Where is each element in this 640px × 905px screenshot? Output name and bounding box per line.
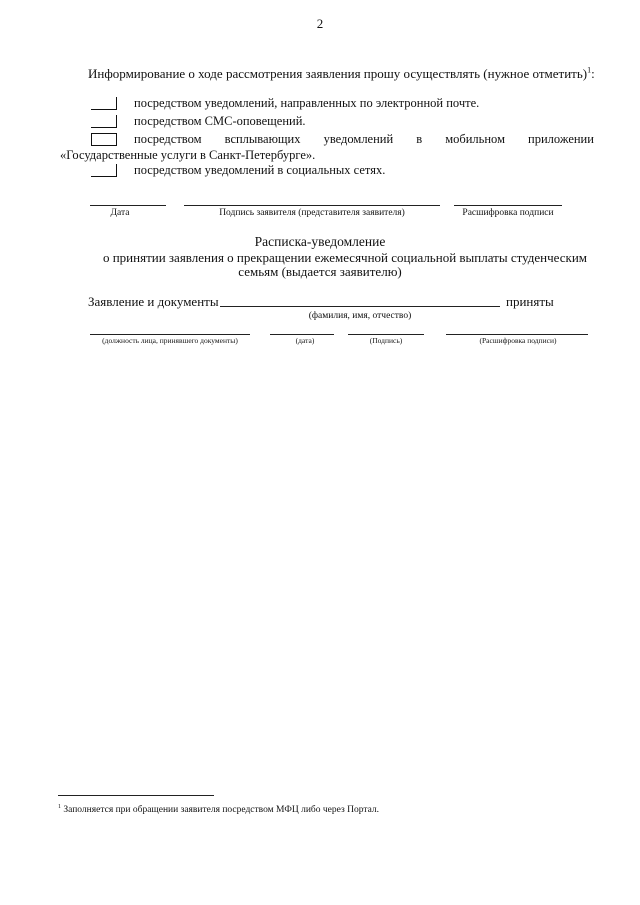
option-social-checkbox[interactable] bbox=[91, 164, 117, 177]
receipt-decryption-caption: (Расшифровка подписи) bbox=[479, 336, 557, 345]
date-line[interactable] bbox=[90, 205, 166, 206]
decryption-caption: Расшифровка подписи bbox=[462, 208, 554, 218]
footnote bbox=[58, 805, 379, 815]
option-email[interactable] bbox=[88, 96, 594, 114]
option-mobile-app-label bbox=[134, 132, 594, 147]
inform-heading bbox=[88, 66, 595, 82]
receipt-subtitle-line1: о принятии заявления о прекращении ежемесячной социальной выплаты студенческим bbox=[102, 250, 588, 265]
inform-heading-suffix: : bbox=[591, 66, 595, 81]
option-mobile-app-checkbox[interactable] bbox=[91, 133, 117, 146]
fio-line[interactable] bbox=[220, 306, 500, 307]
receipt-date-line[interactable] bbox=[270, 334, 334, 335]
receipt-signature-caption: (Подпись) bbox=[369, 336, 403, 345]
page-number: 2 bbox=[316, 16, 324, 31]
option-mobile-app-continuation: «Государственные услуги в Санкт-Петербурге». bbox=[60, 148, 316, 162]
receipt-signature-line[interactable] bbox=[348, 334, 424, 335]
option-email-checkbox[interactable] bbox=[91, 97, 117, 110]
position-caption: (должность лица, принявшего документы) bbox=[102, 336, 238, 345]
inform-heading-text: Информирование о ходе рассмотрения заявления прошу осуществлять (нужное отметить) bbox=[88, 66, 588, 81]
receipt-title: Расписка-уведомление bbox=[254, 234, 386, 249]
option-mobile-app-word: мобильном bbox=[445, 132, 505, 146]
receipt-date-caption: (дата) bbox=[295, 336, 315, 345]
option-mobile-app-word: всплывающих bbox=[224, 132, 301, 146]
receipt-decryption-line[interactable] bbox=[446, 334, 588, 335]
signature-caption: Подпись заявителя (представителя заявителя) bbox=[219, 208, 405, 218]
option-sms-label: посредством СМС-оповещений. bbox=[134, 114, 306, 128]
option-social[interactable] bbox=[88, 163, 594, 181]
footnote-text: Заполняется при обращении заявителя посредством МФЦ либо через Портал. bbox=[63, 805, 380, 815]
option-mobile-app-word: уведомлений bbox=[323, 132, 394, 146]
option-sms-checkbox[interactable] bbox=[91, 115, 117, 128]
docs-accepted: приняты bbox=[506, 294, 554, 309]
option-mobile-app-word: посредством bbox=[134, 132, 202, 146]
fio-caption: (фамилия, имя, отчество) bbox=[308, 311, 412, 321]
option-mobile-app-word: приложении bbox=[528, 132, 594, 146]
receipt-subtitle-line2: семьям (выдается заявителю) bbox=[238, 264, 402, 279]
option-social-label: посредством уведомлений в социальных сетях. bbox=[134, 163, 386, 177]
option-sms[interactable] bbox=[88, 114, 594, 132]
date-caption: Дата bbox=[110, 208, 130, 218]
position-line[interactable] bbox=[90, 334, 250, 335]
footnote-marker: 1 bbox=[58, 803, 61, 810]
option-mobile-app-word: в bbox=[416, 132, 423, 146]
footnote-separator bbox=[58, 795, 214, 796]
docs-label: Заявление и документы bbox=[88, 294, 219, 309]
signature-line[interactable] bbox=[184, 205, 440, 206]
decryption-line[interactable] bbox=[454, 205, 562, 206]
option-email-label: посредством уведомлений, направленных по электронной почте. bbox=[134, 96, 480, 110]
footnote-ref: 1 bbox=[587, 65, 592, 75]
